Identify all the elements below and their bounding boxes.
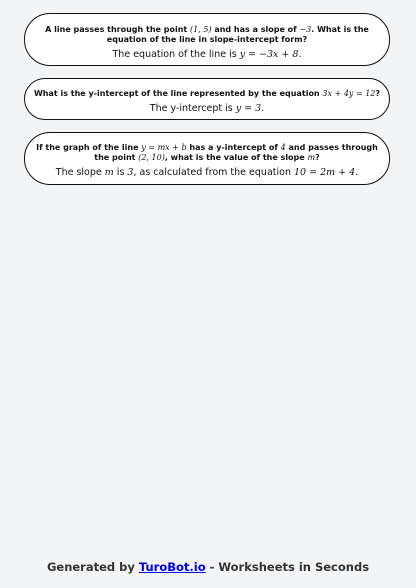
- problem-card-3: [24, 132, 390, 185]
- question-text: What is the y-intercept of the line represented by the equation 3x + 4y = 12?: [33, 89, 381, 98]
- footer-prefix: Generated by: [46, 560, 139, 574]
- question-text: If the graph of the line y = mx + b has a y-intercept of 4 and passes through the point (2, 10), what is the value of the slope m?: [36, 143, 378, 162]
- answer-text: The slope m is 3, as calculated from the equation 10 = 2m + 4.: [55, 167, 359, 178]
- question-text: A line passes through the point (1, 5) and has a slope of −3. What is the equation of the line in slope-intercept form?: [45, 25, 369, 44]
- footer: [0, 560, 416, 574]
- problem-card-1: [24, 13, 390, 66]
- answer-text: The equation of the line is y = −3x + 8.: [112, 49, 302, 60]
- answer-text: The y-intercept is y = 3.: [149, 103, 265, 114]
- turobot-link[interactable]: TuroBot.io: [138, 560, 206, 574]
- footer-suffix: - Worksheets in Seconds: [205, 560, 370, 574]
- problem-card-2: [24, 78, 390, 120]
